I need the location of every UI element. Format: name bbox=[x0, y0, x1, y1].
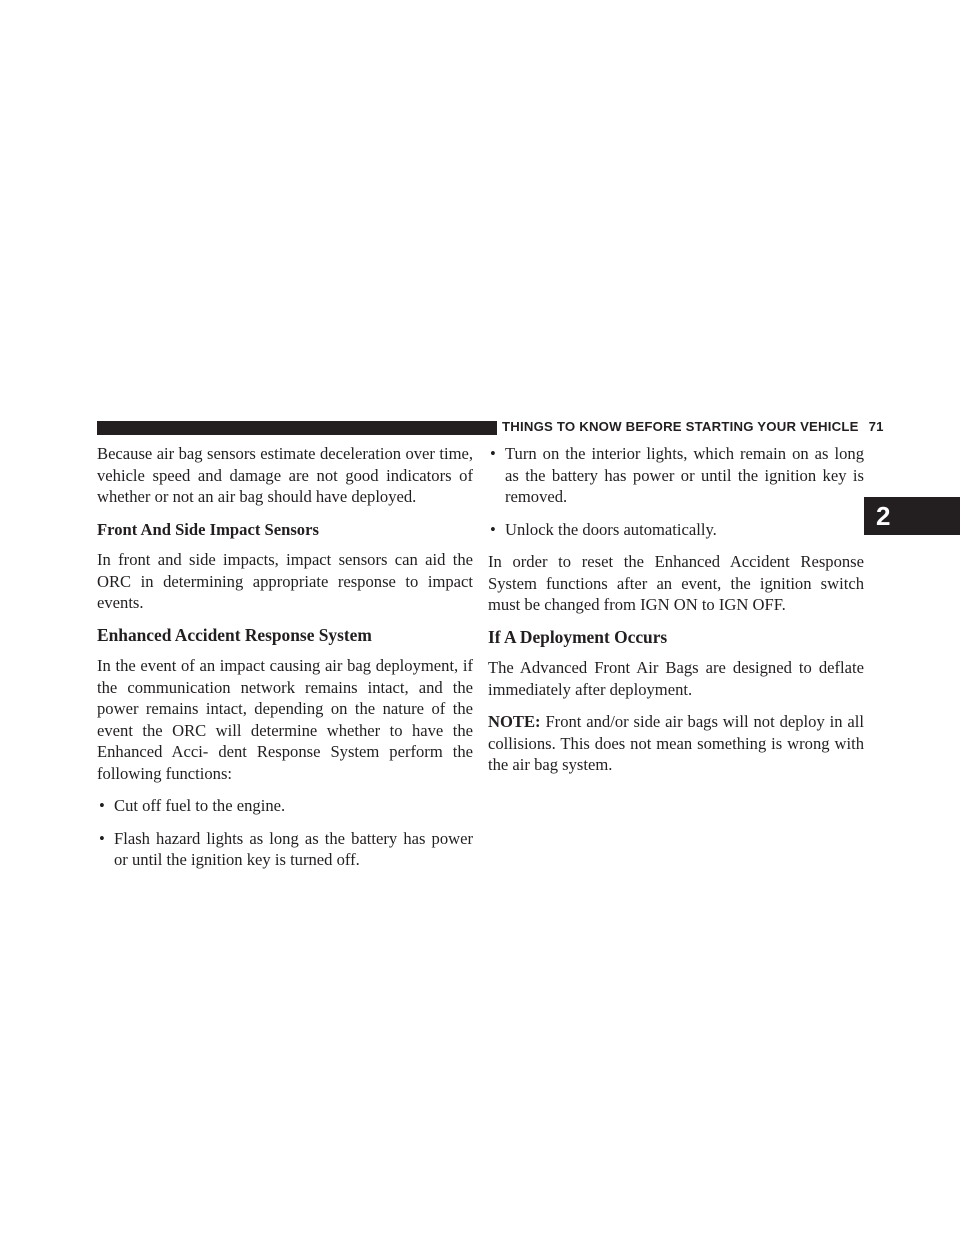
section-heading-enhanced-response: Enhanced Accident Response System bbox=[97, 624, 372, 645]
bullet-icon: • bbox=[490, 444, 496, 463]
list-item bbox=[488, 519, 864, 541]
chapter-tab: 2 bbox=[864, 497, 960, 535]
intro-paragraph: Because air bag sensors estimate deceleration over time, vehicle speed and damage are not good indicators of whether or not an air bag should have deployed. bbox=[97, 444, 473, 506]
right-column bbox=[488, 443, 864, 787]
deployment-paragraph: The Advanced Front Air Bags are designed to deflate immediately after deployment. bbox=[488, 658, 864, 699]
reset-paragraph: In order to reset the Enhanced Accident Response System functions after an event, the ignition switch must be changed from IGN ON to IGN OFF. bbox=[488, 552, 864, 614]
left-column bbox=[97, 443, 473, 882]
bullet-icon: • bbox=[99, 796, 105, 815]
header-rule bbox=[97, 421, 497, 435]
note-label: NOTE: bbox=[488, 712, 541, 731]
running-header bbox=[502, 418, 884, 436]
enhanced-response-paragraph: In the event of an impact causing air bag deployment, if the communication network remains intact, and the power remains intact, depending on the nature of the event the ORC will determine whether to have the Enhanced Acci- dent Response System perform the following functions: bbox=[97, 656, 473, 783]
list-item bbox=[488, 443, 864, 508]
list-item bbox=[97, 828, 473, 871]
list-item-text: Unlock the doors automatically. bbox=[505, 519, 717, 539]
list-item bbox=[97, 795, 473, 817]
list-item-text: Flash hazard lights as long as the battery has power or until the ignition key is turned off. bbox=[114, 828, 473, 869]
list-item-text: Cut off fuel to the engine. bbox=[114, 796, 286, 815]
page-number: 71 bbox=[868, 419, 884, 434]
list-item-text: Turn on the interior lights, which remain on as long as the battery has power or until the ignition key is removed. bbox=[505, 444, 864, 506]
section-heading-impact-sensors: Front And Side Impact Sensors bbox=[97, 519, 319, 539]
note-paragraph bbox=[488, 711, 864, 776]
running-header-title: THINGS TO KNOW BEFORE STARTING YOUR VEHICLE bbox=[502, 419, 859, 434]
section-heading-deployment: If A Deployment Occurs bbox=[488, 626, 668, 647]
bullet-icon: • bbox=[490, 519, 496, 539]
note-text: Front and/or side air bags will not deploy in all collisions. This does not mean something is wrong with the air bag system. bbox=[488, 712, 864, 774]
bullet-icon: • bbox=[99, 828, 105, 848]
impact-sensors-paragraph: In front and side impacts, impact sensors can aid the ORC in determining appropriate response to impact events. bbox=[97, 550, 473, 612]
